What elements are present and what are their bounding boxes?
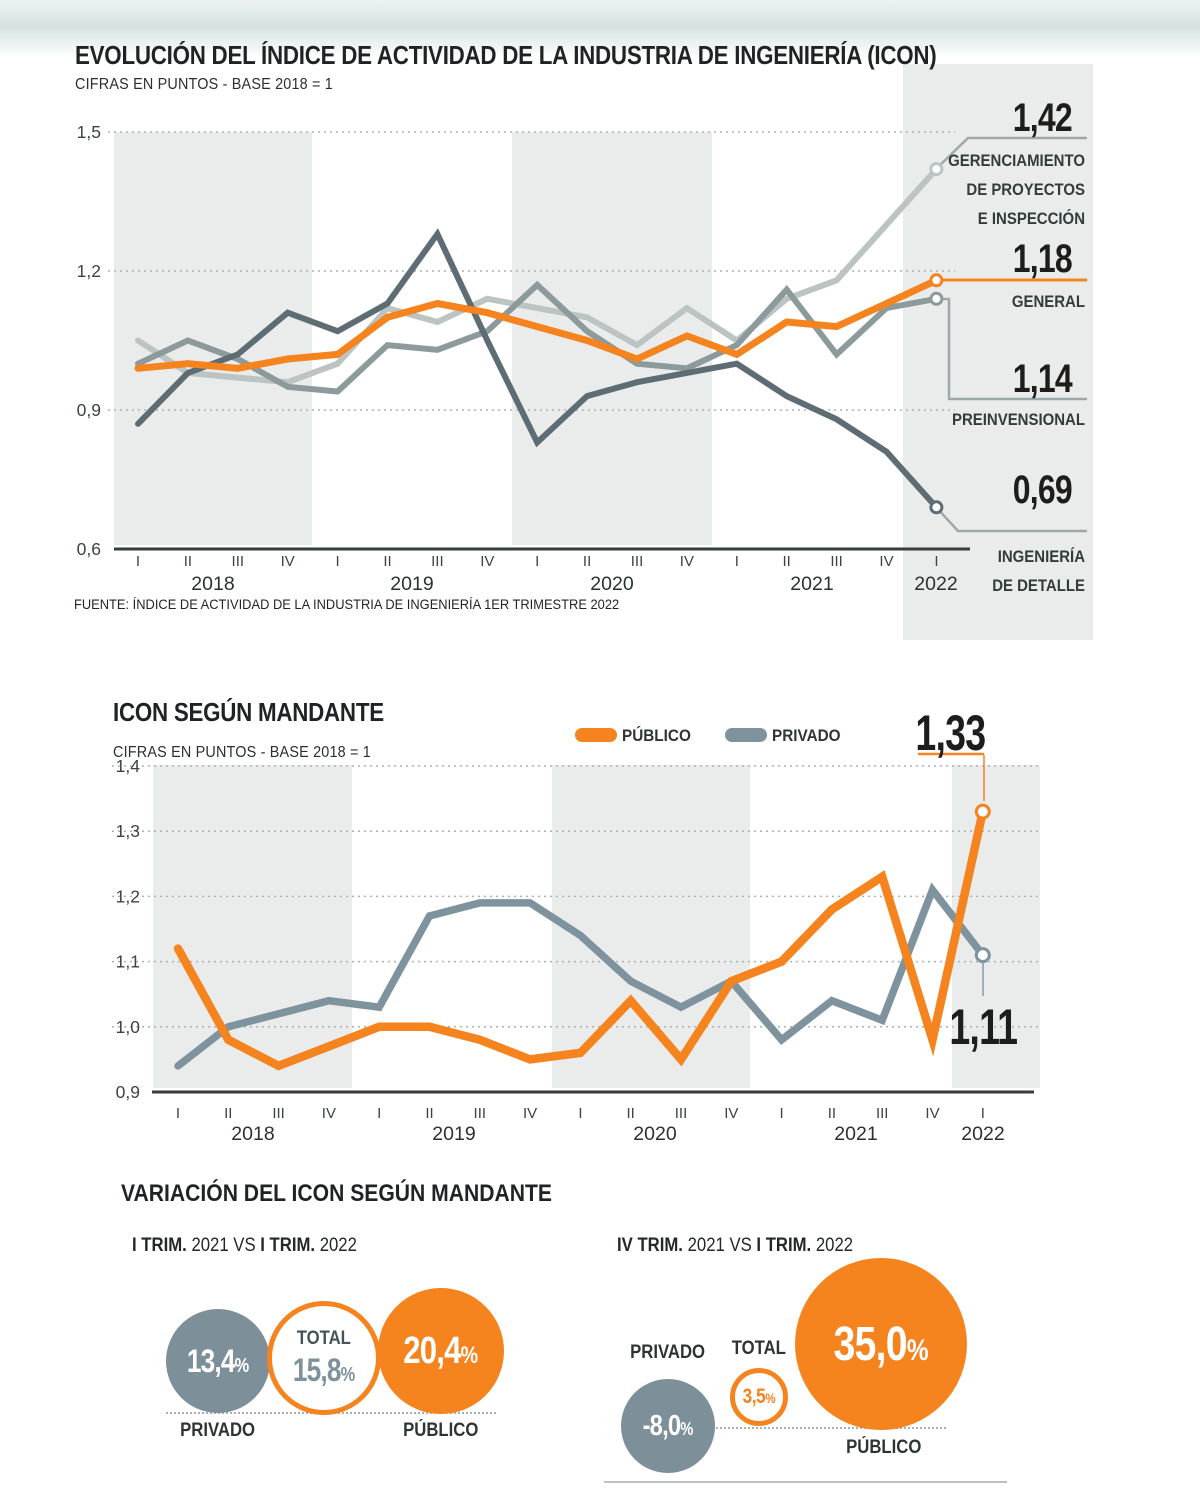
year-label: 2022 [961,1123,1005,1145]
series-label-ingenieria: INGENIERÍA DE DETALLE [992,547,1085,595]
legend-label-publico: PÚBLICO [622,726,691,745]
quarter-label: I [779,1105,784,1122]
quarter-label: III [830,553,843,570]
plot-band [114,132,312,545]
year-label: 2022 [914,573,958,595]
quarter-label: III [875,1105,889,1122]
quarter-label: IV [321,1105,336,1122]
quarter-label: III [630,553,644,570]
quarter-label: I [335,553,340,570]
quarter-label: I [175,1105,181,1122]
bottom-divider [604,1481,1007,1483]
quarter-label: II [224,1105,233,1122]
quarter-label: II [183,553,193,570]
y-tick-label: 1,5 [76,122,101,142]
quarter-label: III [674,1105,688,1122]
year-label: 2018 [191,573,235,595]
bubble-privado-right: -8,0 % [621,1379,715,1473]
chart2-title: ICON SEGÚN MANDANTE [113,697,384,727]
chart1-title-text: EVOLUCIÓN DEL ÍNDICE DE ACTIVIDAD DE LA INDUSTRIA DE INGENIERÍA (ICON) [75,40,937,70]
end-value-publico: 1,33 [915,705,985,761]
end-value-privado: 1,11 [949,999,1017,1055]
y-tick-label: 0,9 [115,1082,140,1102]
legend-swatch-publico [575,728,617,742]
end-value-general: 1,18 [1012,237,1072,281]
quarter-label: IV [879,553,894,570]
chart2-subtitle: CIFRAS EN PUNTOS - BASE 2018 = 1 [113,744,371,761]
quarter-label: II [626,1105,635,1122]
quarter-label: III [431,553,444,570]
year-label: 2021 [790,573,834,595]
bubble-publico-right: 35,0 % [795,1258,967,1430]
bubble-label-privado-left: PRIVADO [180,1420,256,1441]
chart1-source: FUENTE: ÍNDICE DE ACTIVIDAD DE LA INDUSTRIA DE INGENIERÍA 1ER TRIMESTRE 2022 [74,596,620,612]
plot-band [552,765,750,1088]
variation-period-right: IV TRIM. 2021 VS I TRIM. 2022 [617,1235,854,1256]
variation-title: VARIACIÓN DEL ICON SEGÚN MANDANTE [121,1180,553,1207]
quarter-label: I [578,1105,583,1122]
legend-label-privado: PRIVADO [772,726,841,745]
quarter-label: II [827,1105,837,1122]
y-tick-label: 0,6 [76,539,101,559]
bubble-total-right: 3,5 % [730,1368,788,1426]
quarter-label: IV [280,553,295,570]
quarter-label: II [782,553,791,570]
quarter-label: II [582,553,592,570]
bubble-privado-left: 13,4 % [166,1309,270,1413]
quarter-label: IV [523,1105,538,1122]
quarter-label: IV [925,1105,940,1122]
end-value-ingenieria: 0,69 [1012,468,1072,512]
y-tick-label: 1,2 [115,886,140,907]
quarter-label: I [535,553,540,570]
quarter-label: IV [724,1105,739,1122]
series-label-preinvensional: PREINVENSIONAL [951,410,1085,429]
chart1-title [75,40,1077,71]
end-marker [976,805,989,818]
quarter-label: I [135,553,141,570]
year-label: 2019 [390,573,434,595]
quarter-label: I [934,553,939,570]
quarter-label: I [377,1105,382,1122]
quarter-label: I [734,553,739,570]
series-label-general: GENERAL [1011,292,1085,311]
bubble-publico-left: 20,4 % [378,1288,504,1414]
y-tick-label: 1,4 [115,756,140,776]
chart1-subtitle: CIFRAS EN PUNTOS - BASE 2018 = 1 [75,76,333,93]
bubble-total-left: TOTAL 15,8 % [267,1301,381,1415]
year-label: 2021 [834,1123,878,1145]
y-tick-label: 0,9 [76,400,101,420]
series-label-gerenciamiento: GERENCIAMIENTO DE PROYECTOS E INSPECCIÓN [948,151,1085,228]
legend-swatch-privado [725,728,767,742]
y-tick-label: 1,1 [115,951,140,972]
quarter-label: IV [480,553,495,570]
y-tick-label: 1,0 [115,1016,140,1037]
y-tick-label: 1,3 [115,821,140,842]
year-label: 2020 [590,573,634,595]
y-tick-label: 1,2 [76,261,101,281]
bubble-label-privado-right: PRIVADO [630,1342,706,1363]
quarter-label: III [272,1105,285,1122]
bubble-label-total-right: TOTAL [731,1338,787,1359]
quarter-label: III [231,553,245,570]
end-value-preinvensional: 1,14 [1012,357,1072,401]
year-label: 2019 [432,1123,476,1145]
plot-band [153,765,352,1088]
quarter-label: III [473,1105,487,1122]
quarter-label: IV [679,553,694,570]
quarter-label: II [425,1105,434,1122]
quarter-label: I [980,1105,985,1122]
quarter-label: II [383,553,392,570]
bubble-label-publico-left: PÚBLICO [403,1420,479,1441]
year-label: 2020 [633,1123,677,1145]
bubble-label-publico-right: PÚBLICO [846,1437,922,1458]
end-marker [976,949,989,962]
end-value-gerenciamiento: 1,42 [1012,96,1072,140]
variation-period-left: I TRIM. 2021 VS I TRIM. 2022 [132,1235,357,1256]
year-label: 2018 [231,1123,275,1145]
